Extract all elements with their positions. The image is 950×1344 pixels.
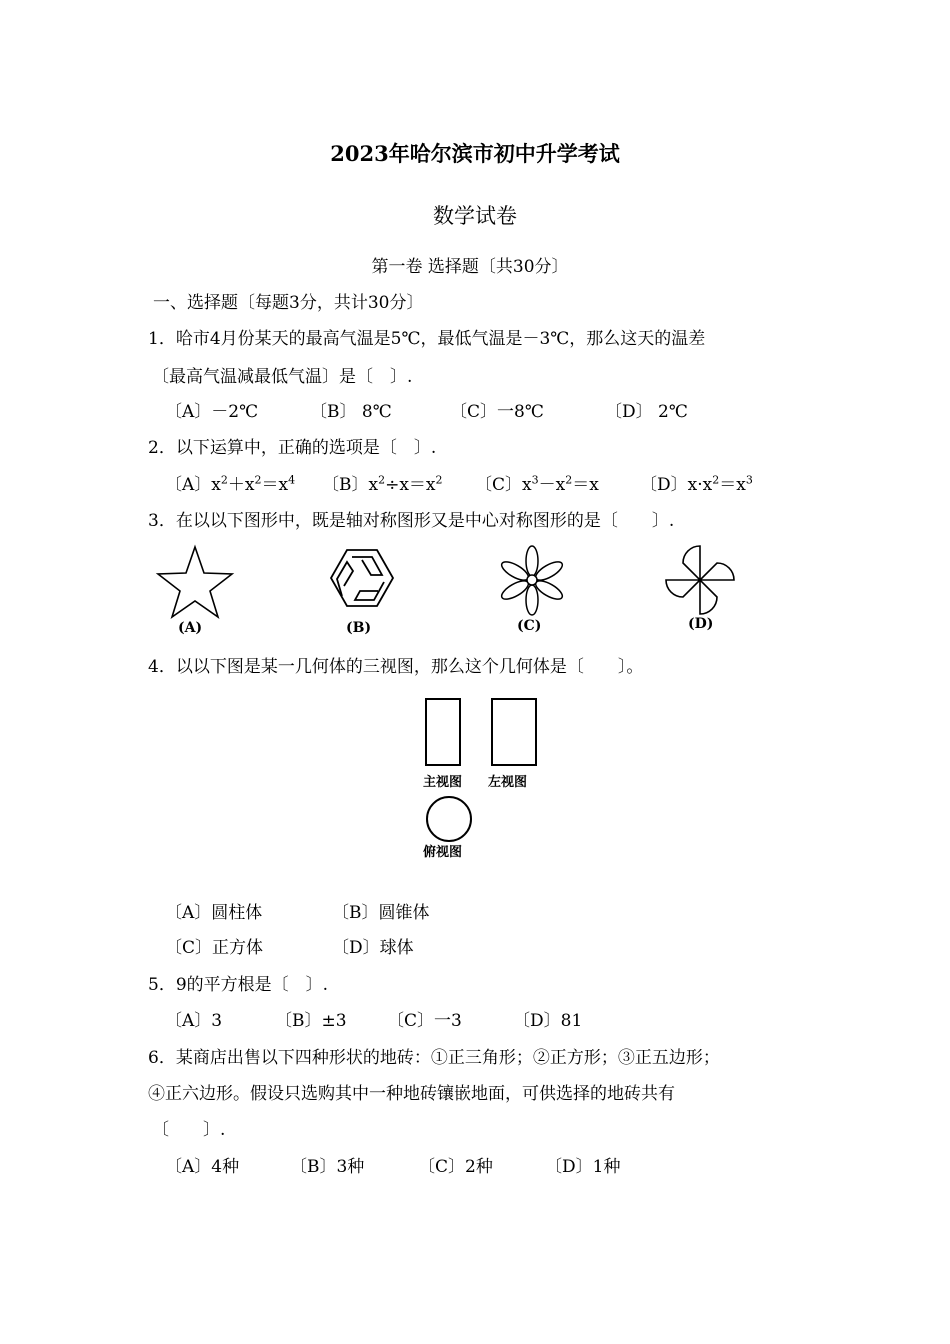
q2-option-a: 〔A〕$x^2+x^2=x^4$: [165, 473, 296, 495]
top-view-label: 俯视图: [423, 845, 463, 860]
q3-figure-label-c: (C): [517, 618, 542, 634]
q1-option-c: 〔C〕一8℃: [450, 402, 544, 422]
section-heading: 一、选择题〔每题3分，共计30分〕: [153, 293, 424, 313]
q4-option-c: 〔C〕正方体: [165, 938, 264, 958]
q3-figure-label-b: (B): [346, 620, 372, 636]
q6-stem-line3: 〔 〕.: [152, 1120, 226, 1140]
q1-stem-line1: 1．哈市4月份某天的最高气温是5℃，最低气温是－3℃，那么这天的温差: [148, 329, 706, 349]
q5-option-d: 〔D〕81: [513, 1011, 583, 1031]
q6-option-b: 〔B〕3种: [290, 1157, 365, 1177]
top-view-circle: [427, 797, 471, 841]
q2-option-b-label: 〔B〕: [322, 475, 369, 495]
q6-option-c: 〔C〕2种: [418, 1157, 493, 1177]
q6-option-d: 〔D〕1种: [545, 1157, 621, 1177]
q1-stem-line2: 〔最高气温减最低气温〕是〔 〕.: [152, 367, 413, 387]
q6-option-a: 〔A〕4种: [165, 1157, 240, 1177]
q2-option-d: 〔D〕$x\cdot x^2=x^3$: [640, 473, 753, 495]
volume-heading: 第一卷 选择题〔共30分〕: [371, 257, 569, 277]
q5-option-b: 〔B〕±3: [275, 1011, 347, 1031]
recycle-figure-b: [331, 550, 393, 606]
q6-stem-line2: ④正六边形。假设只选购其中一种地砖镶嵌地面，可供选择的地砖共有: [148, 1084, 675, 1104]
q3-stem: 3．在以以下图形中，既是轴对称图形又是中心对称图形的是〔 〕.: [148, 511, 675, 531]
q5-stem: 5．9的平方根是〔 〕.: [148, 975, 329, 995]
side-view-rect: [492, 699, 536, 765]
exam-title: 2023年哈尔滨市初中升学考试: [330, 141, 620, 166]
q3-figure-label-a: (A): [178, 620, 203, 636]
star-figure-a: [158, 547, 232, 617]
q5-option-c: 〔C〕一3: [387, 1011, 462, 1031]
q2-option-c-label: 〔C〕: [475, 475, 523, 495]
q3-figures: [0, 535, 950, 645]
q1-option-b: 〔B〕 8℃: [310, 402, 392, 422]
q2-option-a-label: 〔A〕: [165, 475, 212, 495]
q6-stem-line1: 6．某商店出售以下四种形状的地砖：①正三角形；②正方形；③正五边形；: [148, 1048, 720, 1068]
q2-option-d-label: 〔D〕: [640, 475, 688, 495]
flower-figure-c: [499, 546, 565, 615]
q2-option-c: 〔C〕$x^3-x^2=x$: [475, 473, 599, 495]
q1-option-a: 〔A〕－2℃: [165, 402, 259, 422]
q3-figure-label-d: (D): [688, 616, 714, 632]
q4-option-d: 〔D〕球体: [332, 938, 414, 958]
front-view-label: 主视图: [423, 775, 463, 790]
q2-option-b: 〔B〕$x^2\div x=x^2$: [322, 473, 443, 495]
q1-option-d: 〔D〕 2℃: [605, 402, 688, 422]
exam-subtitle: 数学试卷: [433, 204, 517, 228]
q4-option-a: 〔A〕圆柱体: [165, 903, 263, 923]
side-view-label: 左视图: [488, 775, 528, 790]
q5-option-a: 〔A〕3: [165, 1011, 223, 1031]
q4-option-b: 〔B〕圆锥体: [332, 903, 430, 923]
q2-stem: 2．以下运算中，正确的选项是〔 〕.: [148, 438, 437, 458]
front-view-rect: [426, 699, 460, 765]
q4-stem: 4．以以下图是某一几何体的三视图，那么这个几何体是〔 〕。: [148, 657, 644, 677]
pinwheel-figure-d: [666, 546, 734, 614]
